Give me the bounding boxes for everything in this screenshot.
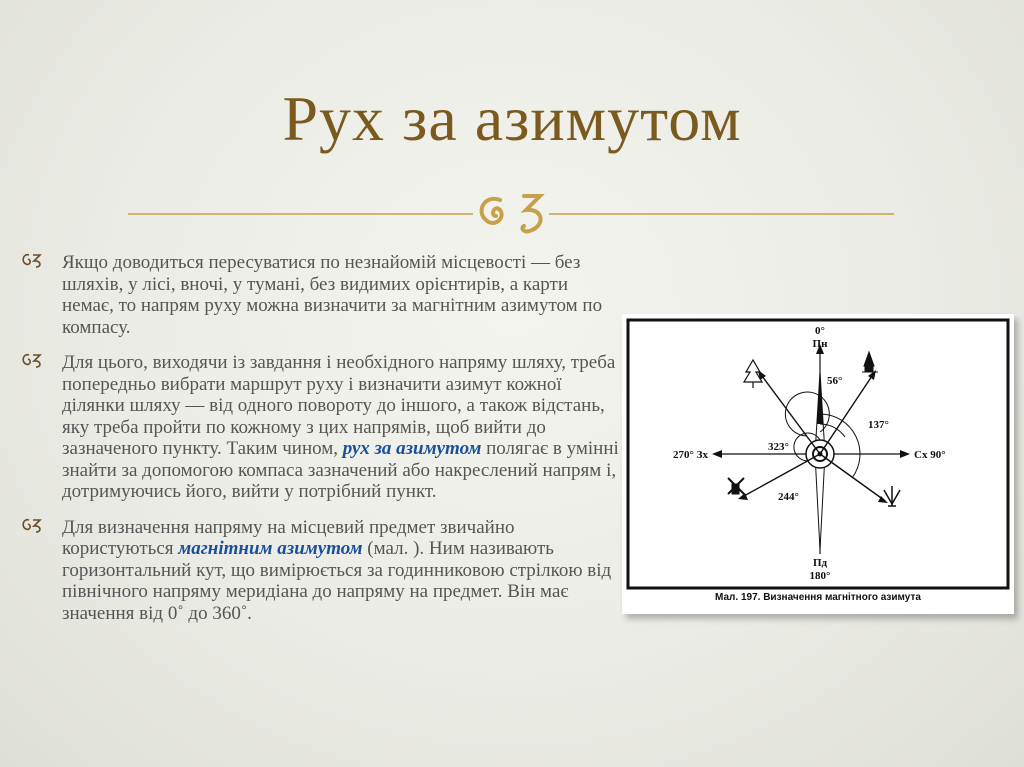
west-arrowhead — [712, 450, 722, 458]
azimuth-diagram — [622, 314, 1014, 594]
west-label: 270° Зх — [673, 449, 708, 461]
south-degree-label: 180° — [809, 570, 831, 582]
content — [20, 252, 620, 638]
east-arrowhead — [900, 450, 910, 458]
radio-mast-icon — [884, 486, 900, 506]
title-divider — [128, 190, 894, 240]
church-icon — [862, 352, 878, 372]
azimuth-137-label: 137° — [868, 419, 889, 431]
ray-137 — [820, 454, 884, 500]
north-label: Пн — [812, 338, 828, 350]
azimuth-244-label: 244° — [778, 491, 799, 503]
term-movement-by-azimuth: рух за азимутом — [342, 438, 482, 459]
paragraph-1-text: Якщо доводиться пересуватися по незнайомій місцевості — без шляхів, у лісі, вночі, у тумані, без видимих орієнтирів, а карти немає, то напрям руху можна визначити за магнітним азимутом по компасу. — [62, 252, 603, 338]
ornament-icon — [482, 196, 541, 231]
paragraph-3-text: Для визначення напряму на місцевий предмет звичайно користуються — [62, 516, 515, 559]
bullet-icon — [20, 352, 44, 368]
windmill-icon — [728, 478, 744, 494]
paragraph-3 — [20, 517, 620, 625]
slide-title: Рух за азимутом — [282, 83, 742, 154]
south-label: Пд — [812, 557, 828, 569]
bullet-icon — [20, 252, 44, 268]
azimuth-figure — [622, 314, 1014, 614]
paragraph-2-text-end: полягає в умінні знайти за допомогою компаса зазначений або накреслений напрям і, дотримуючись його, вийти у потрібний пункт. — [62, 438, 619, 502]
north-degree-label: 0° — [815, 325, 825, 337]
bullet-icon — [20, 517, 44, 533]
east-label: Сх 90° — [914, 449, 946, 461]
azimuth-323-label: 323° — [768, 441, 789, 453]
paragraph-3-text-end: (мал. ). Ним називають горизонтальний кут, що вимірюється за годинниковою стрілкою від північного напряму меридіана до напряму на предмет. Він має значення від 0˚ до 360˚. — [62, 538, 612, 624]
paragraph-2 — [20, 352, 620, 503]
azimuth-56-label: 56° — [827, 375, 843, 387]
figure-caption: Мал. 197. Визначення магнітного азимута — [715, 592, 921, 603]
ray-244 — [744, 454, 820, 496]
term-magnetic-azimuth: магнітним азимутом — [178, 538, 363, 559]
paragraph-1 — [20, 252, 620, 338]
paragraph-2-text: Для цього, виходячи із завдання і необхідного напряму шляху, треба попередньо вибрати маршрут руху і визначити азимут кожної ділянки шляху — від одного повороту до іншого, а також відстань, яку треба пройти по кожному з цих напрямів, щоб вийти до зазначеного пункту. Таким чином, — [62, 352, 616, 459]
